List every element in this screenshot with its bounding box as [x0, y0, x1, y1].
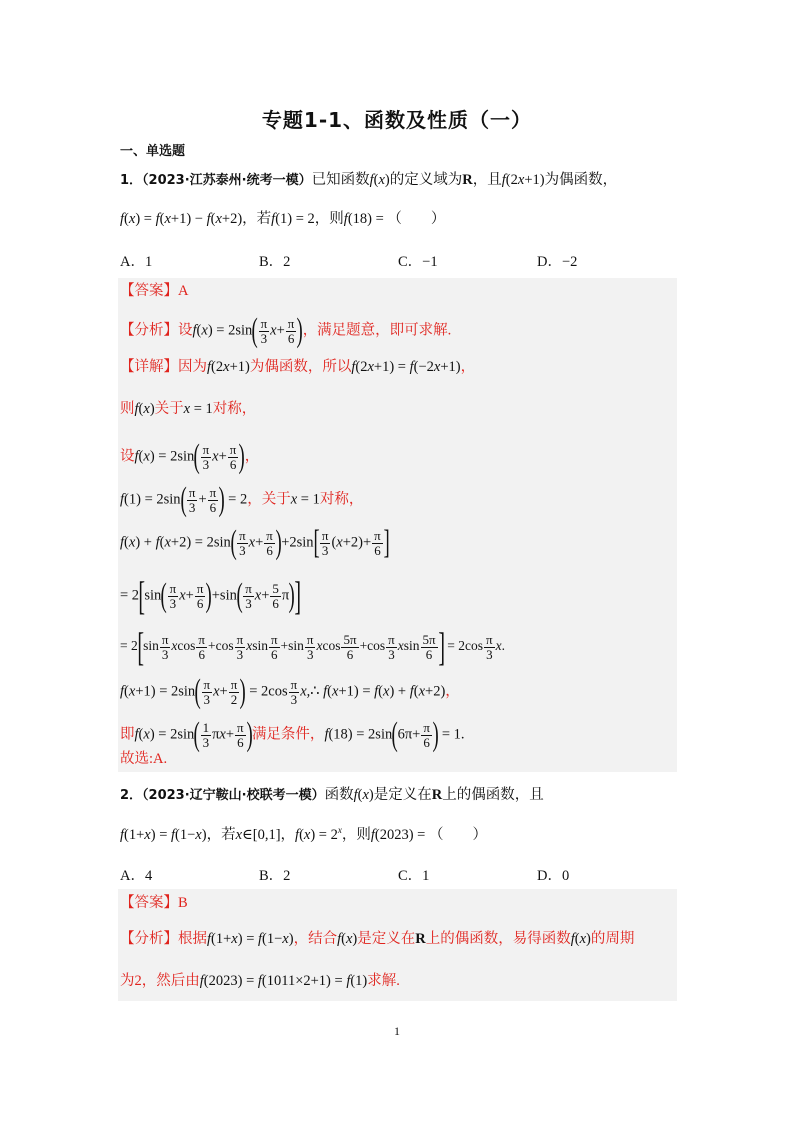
- q1-choice: 故选:A.: [120, 751, 168, 767]
- q1-condition: f(x) = f(x+1) − f(x+2)，若f(1) = 2，则f(18) = （ ）: [120, 211, 446, 227]
- q1-step-expand: = 2[sin $\frac{\pi}{3}$ xcos $\frac{\pi}{6}$ +cos $\frac{\pi}{3}$ xsin $\frac{\pi}{6}$ +sin $\frac{\pi}{3}$ xcos $\frac{5\pi}{6}$ +cos $\frac{\pi}{3}$ xsin $\frac{5\pi}{6}$ ] = 2cos $\frac{\pi}{3}$ x.: [120, 624, 505, 669]
- q1-stem: 1．（2023·江苏泰州·统考一模）已知函数f(x)的定义域为R，且f(2x+1)为偶函数，: [120, 172, 618, 188]
- q2-option-b: B．2: [259, 868, 291, 884]
- q1-step-sum: f(x) + f(x+2) = 2sin( $\frac{\pi}{3}$ x+ $\frac{\pi}{6}$ )+2sin[ $\frac{\pi}{3}$ (x+2)+ $\frac{\pi}{6}$ ]: [120, 524, 390, 561]
- q1-option-c: C．−1: [398, 254, 438, 270]
- q1-step-shift: f(x+1) = 2sin( $\frac{\pi}{3}$ x+ $\frac{\pi}{2}$ ) = 2cos $\frac{\pi}{3}$ x,∴ f(x+1) = f(x) + f(x+2)，: [120, 673, 460, 710]
- q1-step-symmetry: 则f(x)关于x = 1对称，: [120, 401, 257, 417]
- q1-step-sum2: = 2[sin( $\frac{\pi}{3}$ x+ $\frac{\pi}{6}$ )+sin( $\frac{\pi}{3}$ x+ $\frac{5}{6}$ π)]: [120, 573, 301, 618]
- q2-option-c: C．1: [398, 868, 430, 884]
- q2-analysis: 【分析】根据f(1+x) = f(1−x)，结合f(x)是定义在R上的偶函数，易得函数f(x)的周期: [120, 931, 635, 947]
- q1-number: 1．: [120, 173, 143, 188]
- q2-option-d: D．0: [537, 868, 570, 884]
- q2-answer: 【答案】B: [120, 895, 188, 911]
- q1-option-b: B．2: [259, 254, 291, 270]
- q1-option-d: D．−2: [537, 254, 578, 270]
- q1-option-a: A．1: [120, 254, 153, 270]
- q1-step-assume: 设f(x) = 2sin( $\frac{\pi}{3}$ x+ $\frac{\pi}{6}$ )，: [120, 438, 260, 475]
- q2-condition: f(1+x) = f(1−x)，若x∈[0,1]，$f(x) = 2^x$，则f(2023) = （ ）: [120, 825, 487, 843]
- section-heading: 一、单选题: [120, 144, 186, 159]
- q2-number: 2．: [120, 788, 143, 803]
- q1-step-conclude: 即f(x) = 2sin( $\frac{1}{3}$ πx+ $\frac{\pi}{6}$ )满足条件，f(18) = 2sin(6π+ $\frac{\pi}{6}$ ) = 1.: [120, 716, 465, 753]
- q1-detail: 【详解】因为f(2x+1)为偶函数，所以f(2x+1) = f(−2x+1)，: [120, 359, 476, 375]
- q2-source: （2023·辽宁鞍山·校联考一模）: [142, 788, 325, 803]
- page-title: 专题1-1、函数及性质（一）: [261, 108, 533, 132]
- page-number: 1: [394, 1024, 400, 1038]
- q1-analysis: 【分析】设f(x) = 2sin( $\frac{\pi}{3}$ x+ $\frac{\pi}{6}$ )，满足题意，即可求解.: [120, 312, 452, 349]
- q2-option-a: A．4: [120, 868, 153, 884]
- q1-answer: 【答案】A: [120, 283, 189, 299]
- q2-analysis-cont: 为2，然后由f(2023) = f(1011×2+1) = f(1)求解.: [120, 973, 400, 989]
- q1-step-f1: f(1) = 2sin( $\frac{\pi}{3}$ + $\frac{\pi}{6}$ ) = 2，关于x = 1对称，: [120, 481, 364, 518]
- q1-source: （2023·江苏泰州·统考一模）: [142, 173, 312, 188]
- q2-stem: 2．（2023·辽宁鞍山·校联考一模）函数f(x)是定义在R上的偶函数，且: [120, 787, 544, 803]
